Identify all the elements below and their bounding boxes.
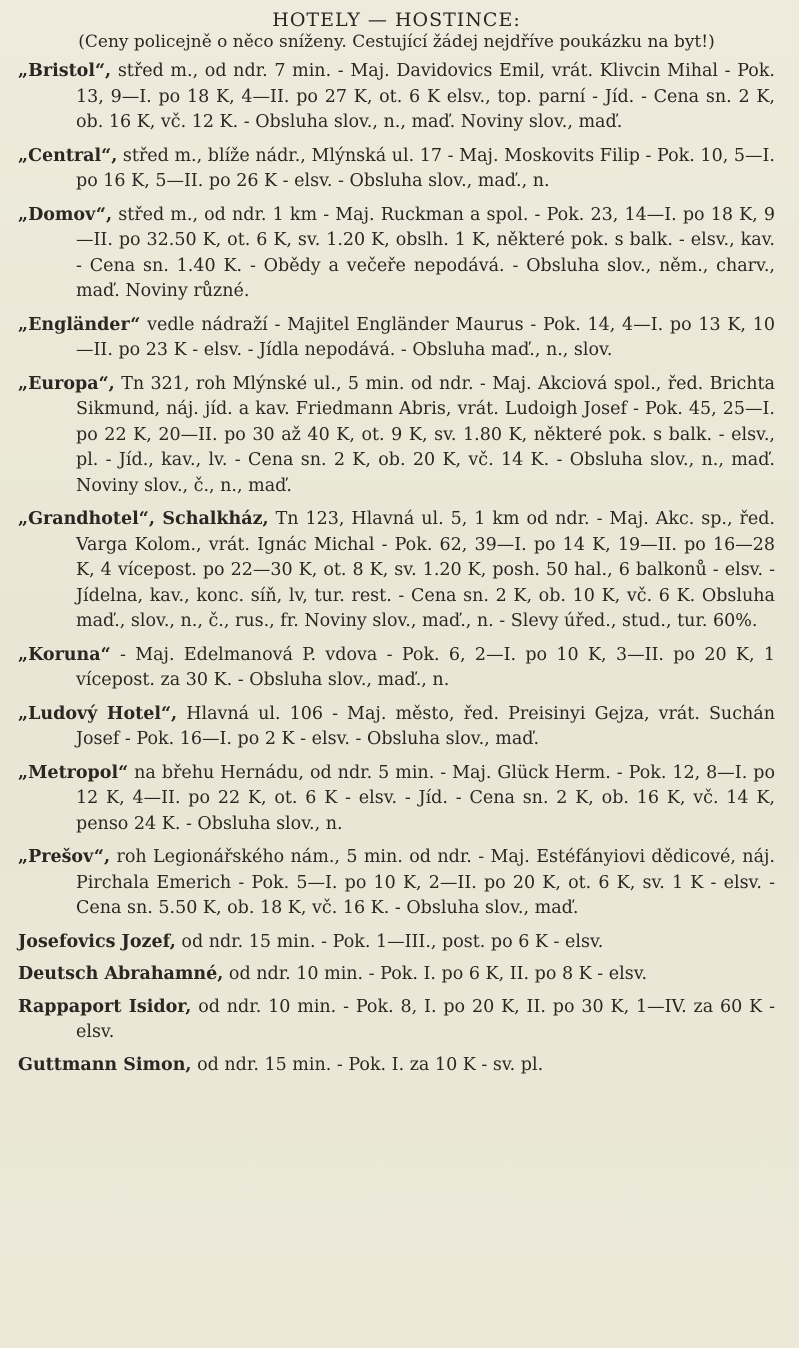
section-heading: HOTELY — HOSTINCE:: [272, 9, 521, 31]
hotel-details: od ndr. 15 min. - Pok. I. za 10 K - sv. pl.: [197, 1054, 544, 1075]
lodging-entry-deutsch: [18, 962, 775, 988]
lodging-entry-guttmann: [18, 1053, 775, 1079]
hotel-name: „Domov“,: [18, 204, 113, 225]
hotel-details: vedle nádraží - Majitel Engländer Maurus - Pok. 14, 4—I. po 13 K, 10—II. po 23 K - elsv. - Jídla nepodává. - Obsluha maď., n., slov.: [76, 314, 775, 360]
hotel-details: Tn 321, roh Mlýnské ul., 5 min. od ndr. - Maj. Akciová spol., řed. Brichta Sikmund, náj. jíd. a kav. Friedmann Abris, vrát. Ludoigh Josef - Pok. 45, 25—I. po 22 K, 20—II. po 30 až 40 K, ot. 9 K, sv. 1.80 K, některé pok. s balk. - elsv., pl. - Jíd., kav., lv. - Cena sn. 2 K, ob. 20 K, vč. 14 K. - Obsluha slov., n., maď. Noviny slov., č., n., maď.: [76, 373, 775, 496]
hotel-name: Josefovics Jozef,: [18, 931, 176, 952]
hotel-details: na břehu Hernádu, od ndr. 5 min. - Maj. Glück Herm. - Pok. 12, 8—I. po 12 K, 4—II. po 22 K, ot. 6 K - elsv. - Jíd. - Cena sn. 2 K, ob. 16 K, vč. 14 K, penso 24 K. - Obsluha slov., n.: [76, 762, 775, 834]
hotel-details: od ndr. 15 min. - Pok. 1—III., post. po 6 K - elsv.: [181, 931, 604, 952]
hotel-details: Tn 123, Hlavná ul. 5, 1 km od ndr. - Maj. Akc. sp., řed. Varga Kolom., vrát. Ignác Michal - Pok. 62, 39—I. po 14 K, 19—II. po 16—28 K, 4 vícepost. po 22—30 K, ot. 8 K, sv. 1.20 K, posh. 50 hal., 6 balkonů - elsv. - Jídelna, kav., konc. síň, lv, tur. rest. - Cena sn. 2 K, ob. 10 K, vč. 6 K. Obsluha maď., slov., n., č., rus., fr. Noviny slov., maď., n. - Slevy úřed., stud., tur. 60%.: [76, 509, 775, 631]
hotel-entry-bristol: [18, 59, 775, 136]
hotel-details: střed m., od ndr. 1 km - Maj. Ruckman a spol. - Pok. 23, 14—I. po 18 K, 9—II. po 32.50 K, ot. 6 K, sv. 1.20 K, obslh. 1 K, některé pok. s balk. - elsv., kav. - Cena sn. 1.40 K. - Obědy a večeře nepodává. - Obsluha slov., něm., charv., maď. Noviny různé.: [76, 204, 775, 301]
hotel-details: od ndr. 10 min. - Pok. 8, I. po 20 K, II. po 30 K, 1—IV. za 60 K - elsv.: [76, 996, 775, 1042]
hotel-details: Hlavná ul. 106 - Maj. město, řed. Preisinyi Gejza, vrát. Suchán Josef - Pok. 16—I. po 2 K - elsv. - Obsluha slov., maď.: [76, 703, 775, 749]
hotel-name: „Grandhotel“, Schalkház,: [18, 509, 269, 529]
hotel-name: Deutsch Abrahamné,: [18, 964, 224, 984]
hotel-entry-koruna: [18, 643, 775, 694]
hotel-entry-central: [18, 144, 775, 195]
hotel-details: od ndr. 10 min. - Pok. I. po 6 K, II. po 8 K - elsv.: [228, 964, 648, 984]
hotel-entry-presov: [18, 845, 775, 922]
hotel-entry-europa: [18, 372, 775, 500]
hotel-name: Guttmann Simon,: [18, 1054, 192, 1075]
hotel-name: „Metropol“: [18, 762, 129, 783]
hotel-entry-domov: [18, 203, 775, 305]
hotel-entry-ludovy: [18, 702, 775, 753]
lodging-entry-rappaport: [18, 995, 775, 1046]
hotel-name: „Engländer“: [18, 314, 141, 335]
hotel-name: Rappaport Isidor,: [18, 996, 192, 1017]
hotel-details: roh Legionářského nám., 5 min. od ndr. - Maj. Estéfányiovi dědicové, náj. Pirchala Emerich - Pok. 5—I. po 10 K, 2—II. po 20 K, ot. 6 K, sv. 1 K - elsv. - Cena sn. 5.50 K, ob. 18 K, vč. 16 K. - Obsluha slov., maď.: [76, 847, 775, 918]
hotel-details: - Maj. Edelmanová P. vdova - Pok. 6, 2—I. po 10 K, 3—II. po 20 K, 1 vícepost. za 30 K. - Obsluha slov., maď., n.: [76, 644, 775, 690]
hotel-list: [18, 59, 775, 1078]
hotel-details: střed m., blíže nádr., Mlýnská ul. 17 - Maj. Moskovits Filip - Pok. 10, 5—I. po 16 K, 5—II. po 26 K - elsv. - Obsluha slov., maď., n.: [76, 145, 775, 191]
hotel-name: „Prešov“,: [18, 847, 111, 867]
lodging-entry-josefovics: [18, 930, 775, 956]
hotel-name: „Ludový Hotel“,: [18, 703, 178, 724]
hotel-name: „Bristol“,: [18, 61, 112, 81]
hotel-details: střed m., od ndr. 7 min. - Maj. Davidovics Emil, vrát. Klivcin Mihal - Pok. 13, 9—I. po 18 K, 4—II. po 27 K, ot. 6 K elsv., top. parní - Jíd. - Cena sn. 2 K, ob. 16 K, vč. 12 K. - Obsluha slov., n., maď. Noviny slov., maď.: [76, 61, 775, 132]
hotel-name: „Europa“,: [18, 373, 115, 394]
hotel-entry-englander: [18, 313, 775, 364]
hotel-entry-metropol: [18, 761, 775, 838]
hotel-name: „Koruna“: [18, 644, 111, 665]
price-note: (Ceny policejně o něco sníženy. Cestující žádej nejdříve poukázku na byt!): [78, 32, 715, 52]
hotel-entry-grandhotel: [18, 507, 775, 635]
hotel-name: „Central“,: [18, 145, 118, 166]
